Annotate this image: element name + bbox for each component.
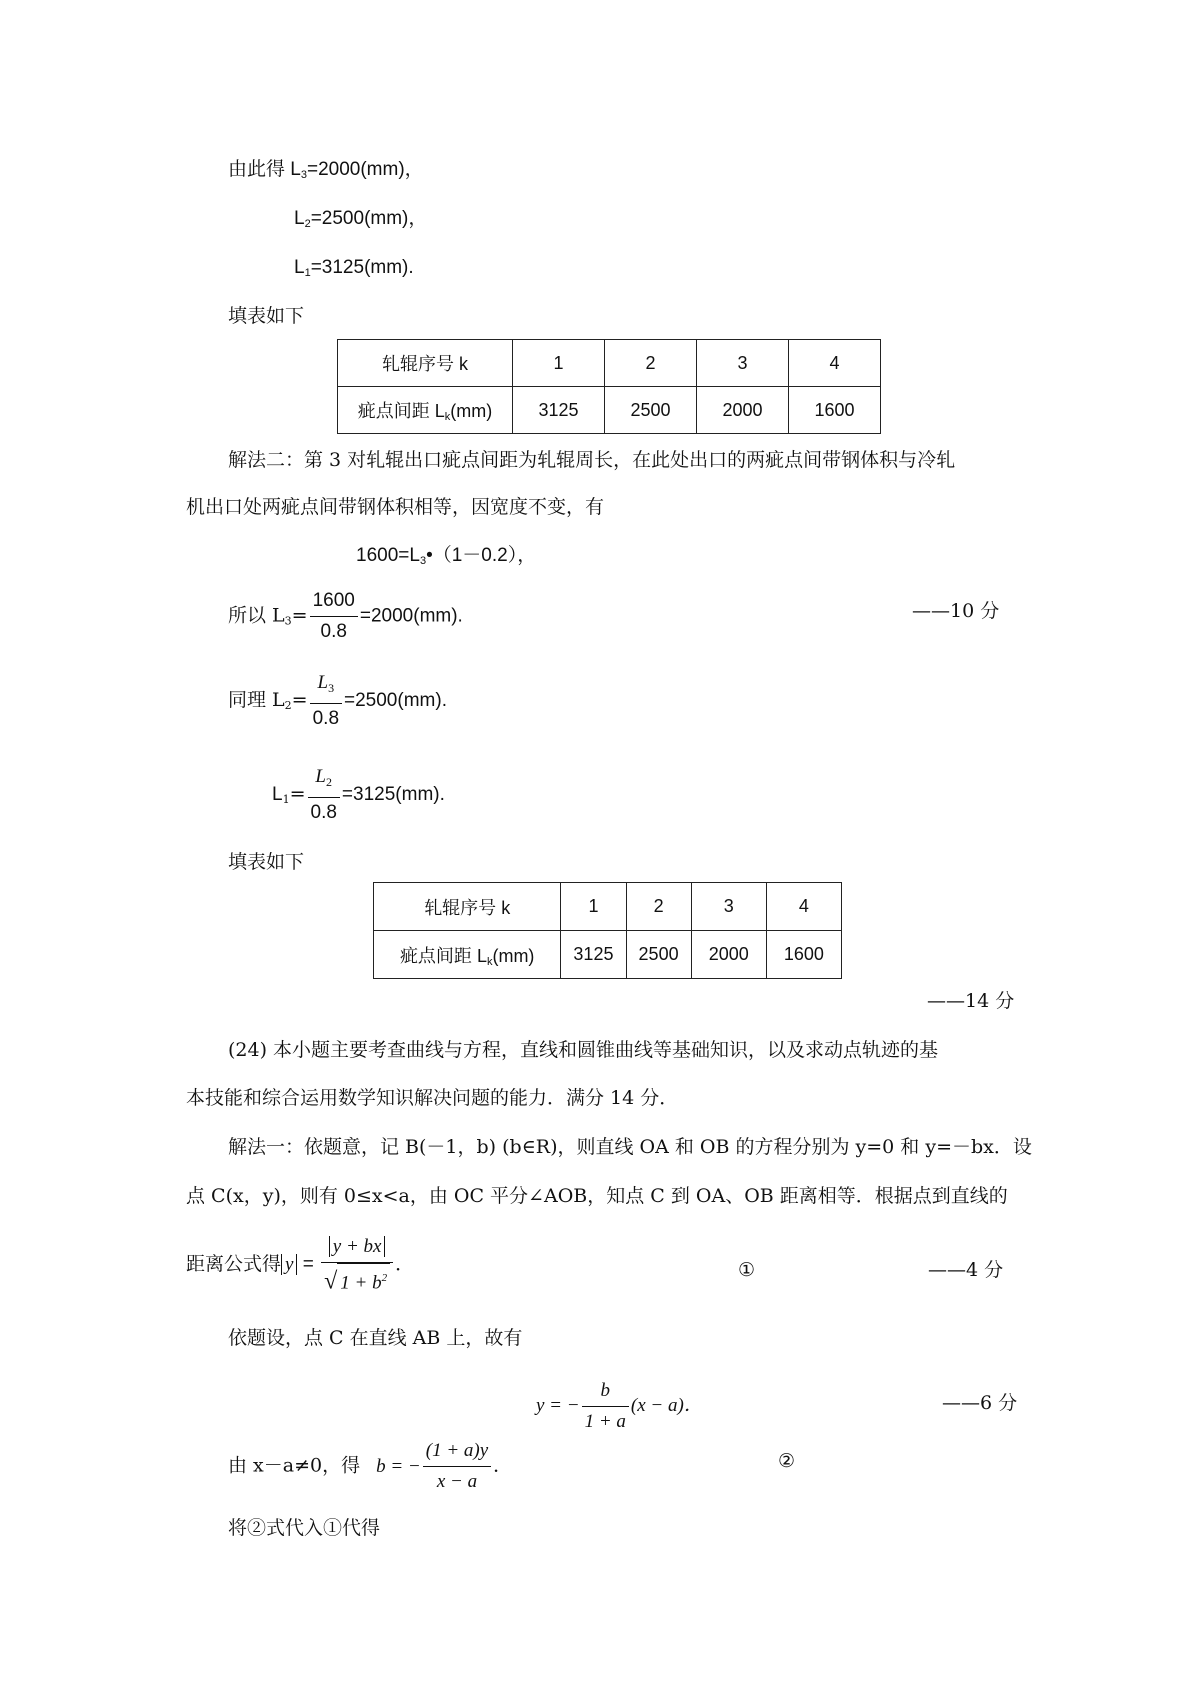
b-equals: b = −	[376, 1455, 421, 1477]
equation-mark-1: ①	[738, 1259, 756, 1281]
table-cell: 3	[697, 340, 789, 387]
eq1-right: •（1－0.2），	[426, 545, 537, 566]
l3-value: =2000(mm)，	[306, 159, 424, 180]
table-row-label	[374, 931, 561, 979]
distance-num-abs: y + bx	[329, 1236, 386, 1257]
l2-label: L	[294, 208, 305, 229]
so-subscript: 3	[284, 614, 292, 628]
substitute-line: 将②式代入①代得	[228, 1517, 381, 1539]
eq-y: y = −	[536, 1394, 580, 1416]
row-label-subscript: k	[444, 411, 451, 423]
sqrt-exponent: 2	[381, 1272, 388, 1284]
problem24-sol1-line2: 点 C(x，y)，则有 0≤x<a，由 OC 平分∠AOB，知点 C 到 OA、OB 距离相等．根据点到直线的	[186, 1185, 1008, 1207]
table-cell: 1	[513, 340, 605, 387]
table-cell: 轧辊序号 k	[374, 883, 561, 931]
distance-formula-line: 距离公式得 y = $\frac{y + bx}{√ 1 + b^2}$ ．	[186, 1232, 414, 1298]
distance-fraction	[321, 1232, 393, 1298]
table-row	[338, 387, 881, 434]
l3-subscript: 3	[300, 169, 307, 181]
table-cell: 3125	[513, 387, 605, 434]
table-cell: 4	[789, 340, 881, 387]
same-subscript: 2	[284, 699, 292, 712]
row-label-text: 疵点间距 L	[399, 945, 487, 966]
eq1-subscript: 3	[419, 555, 427, 567]
roller-table-2	[373, 882, 842, 979]
l1-fraction	[308, 762, 340, 828]
line-ab-equation	[536, 1376, 703, 1437]
b-numerator: (1 + a)y	[423, 1436, 491, 1467]
same-num-subscript: 3	[328, 681, 335, 695]
same-prefix: 同理 L	[228, 689, 285, 711]
roller-table-1	[337, 339, 881, 434]
problem24-sol1-line1: 解法一：依题意，记 B(－1，b) (b∈R)，则直线 OA 和 OB 的方程分别为 y=0 和 y=－bx．设	[228, 1136, 1032, 1158]
so-prefix: 所以 L	[228, 604, 285, 627]
l2-subscript: 2	[304, 218, 311, 230]
row-label-text: 疵点间距 L	[357, 401, 445, 421]
l1-num-subscript: 2	[326, 775, 332, 789]
given-line: 依题设，点 C 在直线 AB 上，故有	[228, 1327, 523, 1349]
eq-b-fraction	[582, 1376, 629, 1437]
method2-eq1	[356, 543, 536, 574]
table-row	[374, 931, 842, 979]
distance-prefix: 距离公式得	[186, 1253, 282, 1276]
l1-denominator: 0.8	[310, 802, 337, 823]
table-cell: 2	[626, 883, 691, 931]
so-equals: =	[291, 604, 308, 627]
l3-result-line	[228, 157, 424, 188]
score-10: ——10 分	[912, 600, 1000, 622]
method2-para2: 机出口处两疵点间带钢体积相等，因宽度不变，有	[186, 496, 605, 518]
l1-subscript-2: 1	[282, 793, 290, 806]
score-4: ——4 分	[928, 1259, 1004, 1281]
from-prefix: 由 x－a≠0，得	[228, 1454, 361, 1477]
score-6: ——6 分	[942, 1392, 1018, 1414]
table-cell: 轧辊序号 k	[338, 340, 513, 387]
so-numerator: 1600	[310, 586, 358, 617]
table-cell: 4	[766, 883, 841, 931]
table-cell: 3125	[561, 931, 626, 979]
row-label-unit: (mm)	[450, 401, 493, 421]
table-cell: 1	[561, 883, 626, 931]
abs-y: y	[281, 1254, 297, 1275]
same-result: =2500(mm).	[344, 690, 447, 711]
l3-label: 由此得 L	[228, 159, 301, 180]
sqrt: √ $1 + b^2$	[324, 1263, 390, 1298]
table-cell: 2	[605, 340, 697, 387]
l1-prefix: L	[272, 784, 283, 805]
table-row-label	[338, 387, 513, 434]
table-header-row	[338, 340, 881, 387]
table-cell: 1600	[789, 387, 881, 434]
eq1-left: 1600=L	[356, 545, 420, 566]
table-cell: 2000	[691, 931, 766, 979]
fill-table-label-2: 填表如下	[228, 851, 305, 873]
row-label-unit: (mm)	[492, 945, 535, 966]
equation-mark-2: ②	[778, 1450, 796, 1472]
same-num-letter: L	[317, 672, 329, 693]
so-denominator: 0.8	[320, 621, 347, 642]
same-fraction	[310, 668, 342, 734]
l1-num-letter: L	[315, 766, 326, 787]
b-denominator: x − a	[436, 1471, 478, 1492]
distance-denominator	[321, 1263, 393, 1298]
row-label-subscript: k	[486, 955, 493, 968]
eq-b-denominator: 1 + a	[584, 1411, 626, 1432]
so-fraction	[310, 586, 358, 647]
b-end: ．	[493, 1454, 513, 1477]
problem24-intro1: (24) 本小题主要考查曲线与方程，直线和圆锥曲线等基础知识，以及求动点轨迹的基	[228, 1039, 939, 1061]
b-fraction	[423, 1436, 491, 1497]
distance-numerator	[321, 1232, 393, 1263]
method2-same-line: 同理 $L_2=$ $\frac{L_3}{0.8}$ =2500(mm).	[228, 668, 447, 734]
method2-para1: 解法二：第 3 对轧辊出口疵点间距为轧辊周长，在此处出口的两疵点间带钢体积与冷轧	[228, 449, 956, 471]
problem24-intro2: 本技能和综合运用数学知识解决问题的能力．满分 14 分．	[186, 1087, 679, 1109]
l1-result: =3125(mm).	[341, 784, 445, 805]
method2-so-line	[228, 586, 463, 647]
table-cell: 2500	[626, 931, 691, 979]
sqrt-radicand: 1 + b	[340, 1272, 382, 1294]
l1-result-line	[294, 255, 414, 286]
table-cell: 1600	[766, 931, 841, 979]
eq-tail: (x − a)．	[630, 1394, 703, 1416]
l1-numerator	[308, 762, 340, 798]
eq-b-numerator: b	[582, 1376, 629, 1407]
table-header-row	[374, 883, 842, 931]
fill-table-label-1: 填表如下	[228, 305, 305, 327]
score-14: ——14 分	[927, 990, 1015, 1012]
table-cell: 2500	[605, 387, 697, 434]
l2-value: =2500(mm)，	[310, 208, 428, 229]
l1-label: L	[294, 257, 305, 278]
table-cell: 2000	[697, 387, 789, 434]
table-cell: 3	[691, 883, 766, 931]
distance-end: ．	[395, 1253, 415, 1276]
same-numerator	[310, 668, 342, 704]
so-result: =2000(mm).	[359, 605, 463, 627]
l1-value: =3125(mm).	[310, 257, 414, 278]
b-solve-line	[228, 1436, 512, 1497]
l2-result-line	[294, 206, 427, 237]
l1-subscript: 1	[304, 267, 311, 279]
method2-l1-line: $L_1=$ $\frac{L_2}{0.8}$ =3125(mm).	[272, 762, 445, 828]
same-denominator: 0.8	[312, 708, 340, 729]
